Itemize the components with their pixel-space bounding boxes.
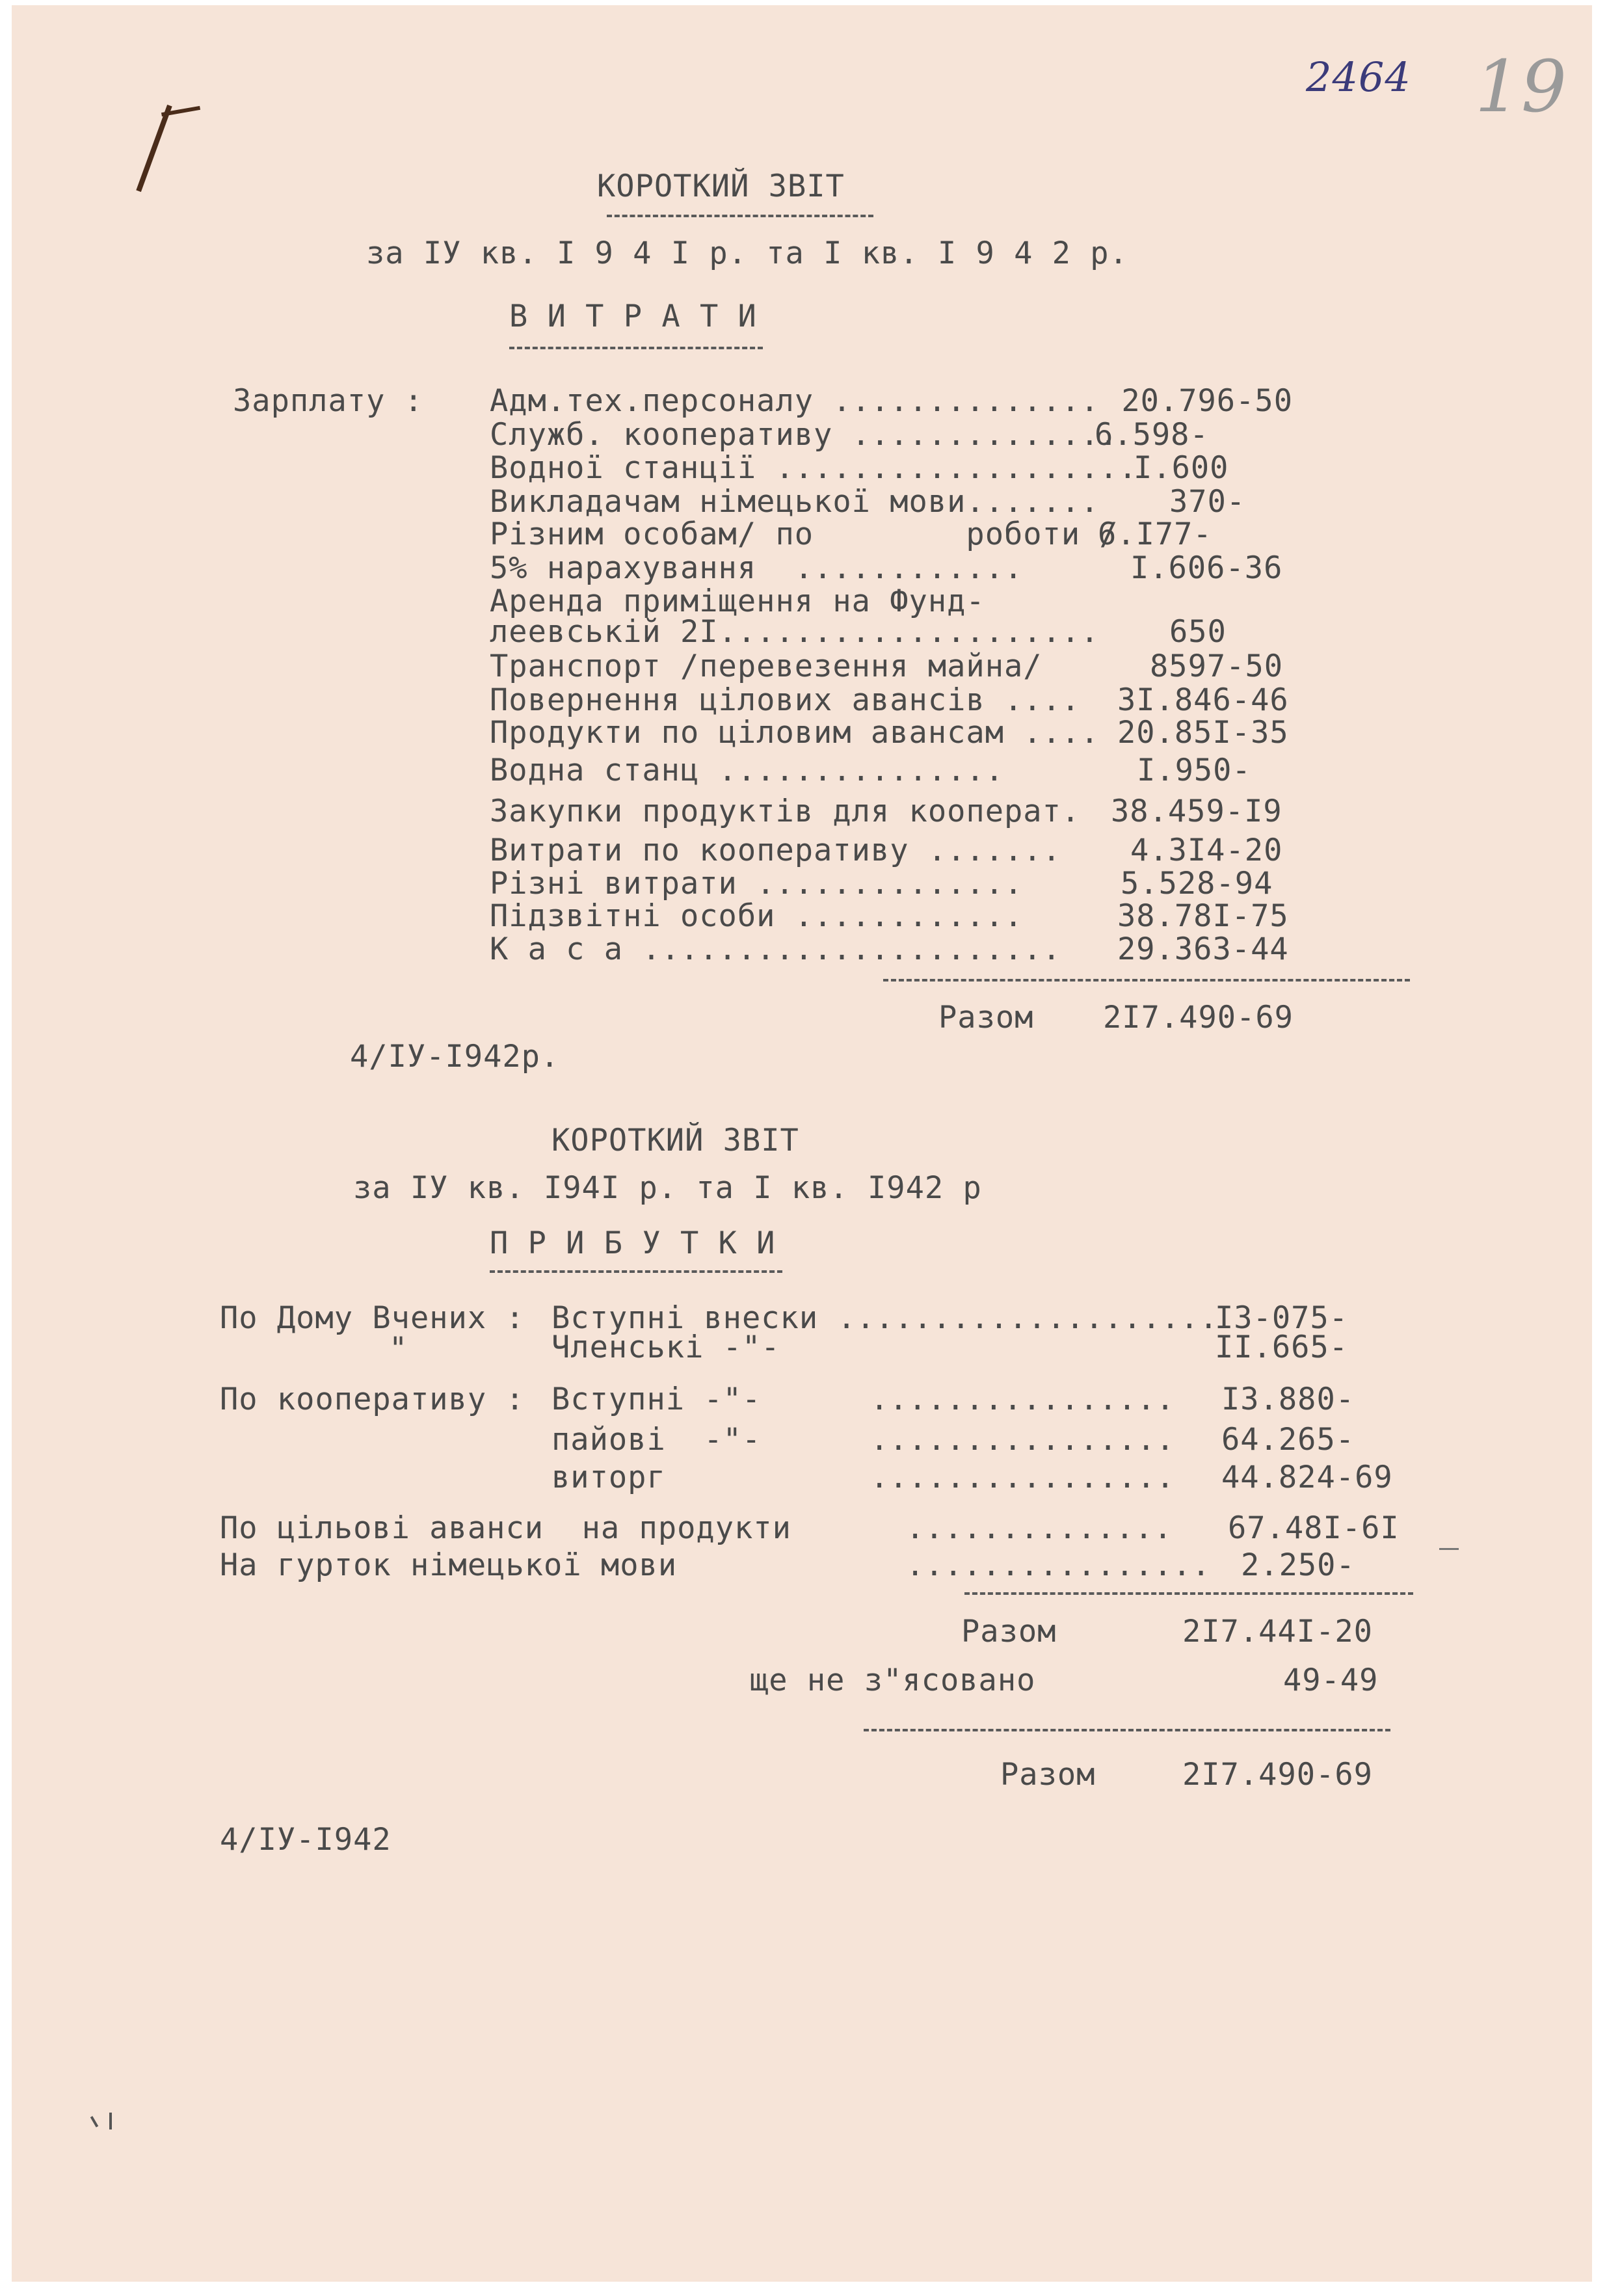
expense-row-text: леевській 2І.................... bbox=[490, 614, 1100, 650]
income-row-value: 67.48І-6І bbox=[1228, 1510, 1400, 1546]
report1-section-heading: В И Т Р А Т И bbox=[509, 299, 757, 334]
report1-total-value: 2І7.490-69 bbox=[1103, 1000, 1294, 1035]
income-row-text: На гурток німецької мови bbox=[220, 1547, 678, 1583]
income-row-text: виторг bbox=[551, 1460, 666, 1495]
income-row-dots: .............. bbox=[906, 1510, 1173, 1546]
income-row-dots: ................ bbox=[870, 1460, 1175, 1495]
income-row-text: Вступні -"- bbox=[551, 1382, 762, 1417]
expense-row-value: 20.85І-35 bbox=[1117, 715, 1289, 751]
expense-row-value: 8597-50 bbox=[1150, 648, 1284, 684]
stray-mark bbox=[1439, 1548, 1459, 1550]
title-underline bbox=[607, 215, 873, 217]
expense-row-value: 370- bbox=[1169, 484, 1246, 520]
expense-row-text: Різним особам/ по роботи / bbox=[490, 516, 1119, 552]
salary-label: Зарплату : bbox=[233, 383, 423, 419]
stray-mark bbox=[109, 2113, 112, 2129]
income-row-value: ІІ.665- bbox=[1215, 1329, 1349, 1365]
group-label-cooperative: По кооперативу : bbox=[220, 1382, 525, 1417]
sheet-number: 19 bbox=[1475, 45, 1567, 128]
expense-row-text: Підзвітні особи ............ bbox=[490, 898, 1024, 934]
expense-row-text: К а с а ...................... bbox=[490, 931, 1061, 967]
expense-row-value: 29.363-44 bbox=[1117, 931, 1289, 967]
expense-row-value: 38.459-І9 bbox=[1111, 794, 1282, 829]
expense-row-text: Водна станц ............... bbox=[490, 753, 1005, 788]
expense-row-text: Транспорт /перевезення майна/ bbox=[490, 648, 1042, 684]
income-row-dots: ................ bbox=[870, 1382, 1175, 1417]
report1-date: 4/ІУ-І942р. bbox=[350, 1039, 560, 1075]
income-row-value: 44.824-69 bbox=[1221, 1460, 1393, 1495]
expense-row-text: Різні витрати .............. bbox=[490, 866, 1024, 901]
report2-subtitle: за ІУ кв. І94І р. та І кв. І942 р bbox=[353, 1170, 982, 1206]
expense-row-value: 20.796-50 bbox=[1121, 383, 1293, 419]
total-separator bbox=[864, 1729, 1390, 1731]
expense-row-value: 4.3І4-20 bbox=[1130, 833, 1283, 868]
income-row-text: Вступні внески .................... bbox=[551, 1300, 1219, 1336]
expense-row-text: Викладачам німецької мови....... bbox=[490, 484, 1100, 520]
expense-row-value: 5.528-94 bbox=[1121, 866, 1273, 901]
expense-row-text: Витрати по кооперативу ....... bbox=[490, 833, 1061, 868]
expense-row-value: 3І.846-46 bbox=[1117, 682, 1289, 718]
report2-total-label: Разом bbox=[1000, 1757, 1096, 1793]
report2-date: 4/ІУ-І942 bbox=[220, 1822, 392, 1858]
unclear-label: ще не з"ясовано bbox=[750, 1662, 1036, 1698]
report2-title: КОРОТКИЙ ЗВІТ bbox=[551, 1123, 799, 1158]
expense-row-text: Адм.тех.персоналу .............. bbox=[490, 383, 1100, 419]
report2-subtotal-value: 2І7.44І-20 bbox=[1182, 1614, 1373, 1649]
expense-row-value: 6.598- bbox=[1095, 417, 1209, 453]
total-separator bbox=[883, 979, 1410, 981]
expense-row-value: 650 bbox=[1169, 614, 1227, 650]
expense-row-text: 5% нарахування ............ bbox=[490, 550, 1024, 586]
expense-row-text: Продукти по цiловим авансам .... bbox=[490, 715, 1100, 751]
report1-subtitle: за ІУ кв. І 9 4 І р. та І кв. І 9 4 2 р. bbox=[366, 235, 1128, 271]
report1-total-label: Разом bbox=[938, 1000, 1034, 1035]
income-row-text: По цільові аванси на продукти bbox=[220, 1510, 791, 1546]
expense-row-text: Водної станції ................... bbox=[490, 450, 1138, 486]
income-row-dots: ................ bbox=[870, 1422, 1175, 1458]
report2-subtotal-label: Разом bbox=[961, 1614, 1057, 1649]
expense-row-text: Аренда приміщення на Фунд- bbox=[490, 583, 985, 619]
income-row-value: 2.250- bbox=[1241, 1547, 1355, 1583]
stray-mark bbox=[90, 2116, 98, 2128]
archive-number: 2464 bbox=[1306, 53, 1411, 101]
unclear-value: 49-49 bbox=[1283, 1662, 1379, 1698]
document-page bbox=[12, 5, 1592, 2282]
ditto-mark: " bbox=[389, 1331, 408, 1367]
expense-row-value: І.600 bbox=[1134, 450, 1229, 486]
income-row-value: І3-075- bbox=[1215, 1300, 1349, 1336]
income-row-value: І3.880- bbox=[1221, 1382, 1355, 1417]
expense-row-text: Служб. кооперативу .............. bbox=[490, 417, 1119, 453]
expense-row-value: І.606-36 bbox=[1130, 550, 1283, 586]
subtotal-separator bbox=[964, 1592, 1413, 1595]
expense-row-value: І.950- bbox=[1137, 753, 1251, 788]
expense-row-text: Закупки продуктів для кооперат. bbox=[490, 794, 1081, 829]
section-underline bbox=[509, 347, 763, 349]
income-row-dots: ................ bbox=[906, 1547, 1211, 1583]
report1-title: КОРОТКИЙ ЗВІТ bbox=[597, 168, 845, 204]
section-underline bbox=[490, 1270, 782, 1273]
expense-row-value: 38.78І-75 bbox=[1117, 898, 1289, 934]
ink-mark bbox=[136, 105, 172, 192]
group-label-scholars-house: По Дому Вчених : bbox=[220, 1300, 525, 1336]
expense-row-value: 6.І77- bbox=[1098, 516, 1212, 552]
income-row-value: 64.265- bbox=[1221, 1422, 1355, 1458]
report2-total-value: 2І7.490-69 bbox=[1182, 1757, 1373, 1793]
report2-section-heading: П Р И Б У Т К И bbox=[490, 1225, 776, 1261]
income-row-text: Членські -"- bbox=[551, 1329, 780, 1365]
income-row-text: пайові -"- bbox=[551, 1422, 762, 1458]
expense-row-text: Повернення цілових авансів .... bbox=[490, 682, 1081, 718]
